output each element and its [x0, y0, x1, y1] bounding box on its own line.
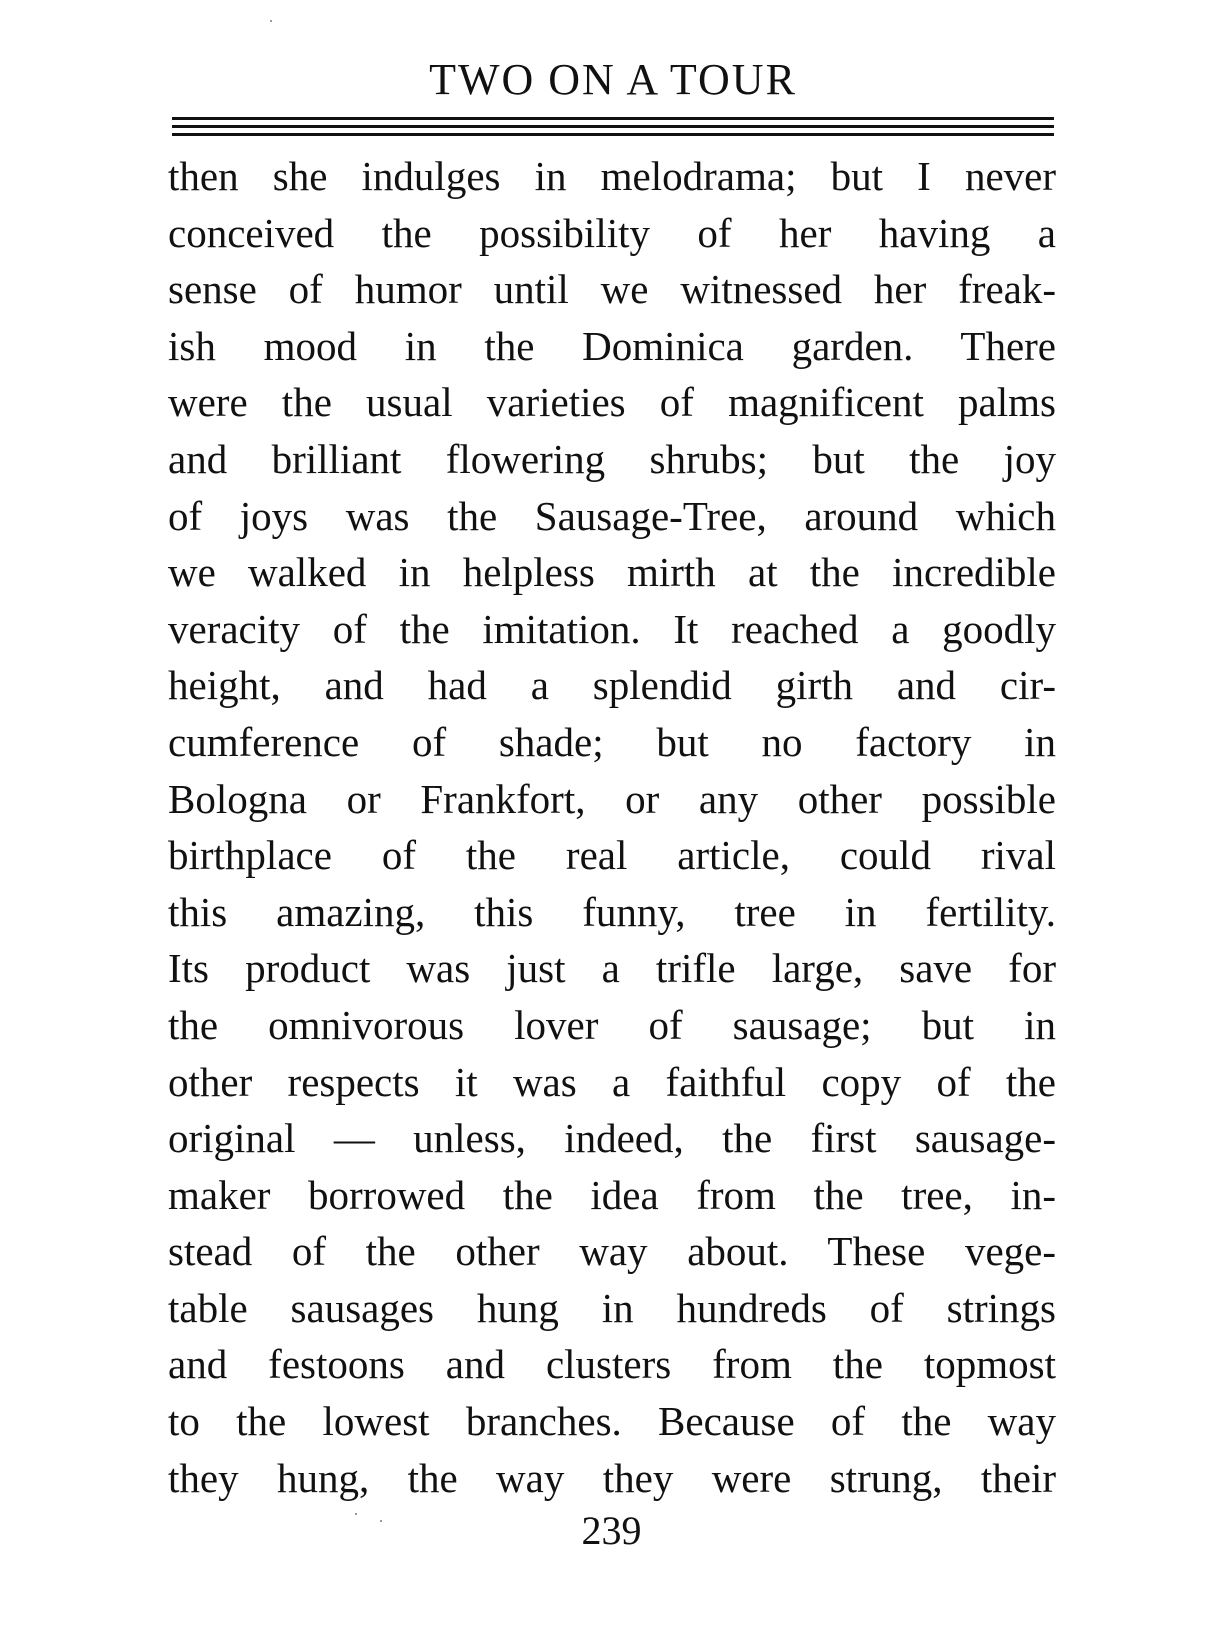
text-line: height, and had a splendid girth and cir- [168, 662, 1056, 709]
text-line: other respects it was a faithful copy of the [168, 1058, 1056, 1105]
running-head: TWO ON A TOUR [429, 55, 797, 104]
text-line: ish mood in the Dominica garden. There [168, 322, 1056, 369]
text-line: veracity of the imitation. It reached a goodly [168, 605, 1056, 652]
text-line: they hung, the way they were strung, their [168, 1454, 1056, 1501]
body-text [168, 148, 1056, 1506]
text-line: stead of the other way about. These vege- [168, 1228, 1056, 1275]
text-line: and festoons and clusters from the topmost [168, 1341, 1056, 1388]
text-line: Its product was just a trifle large, save for [168, 945, 1056, 992]
text-line: the omnivorous lover of sausage; but in [168, 1001, 1056, 1048]
text-line: conceived the possibility of her having a [168, 209, 1056, 256]
print-speck [270, 20, 272, 22]
text-line: we walked in helpless mirth at the incredible [168, 549, 1056, 596]
text-line: to the lowest branches. Because of the way [168, 1398, 1056, 1445]
text-line: original — unless, indeed, the first sausage- [168, 1115, 1056, 1162]
header-rule [172, 133, 1054, 136]
text-line: Bologna or Frankfort, or any other possible [168, 775, 1056, 822]
text-line: maker borrowed the idea from the tree, in- [168, 1171, 1056, 1218]
header-rule [172, 117, 1054, 120]
text-line: of joys was the Sausage-Tree, around which [168, 492, 1056, 539]
text-line: and brilliant flowering shrubs; but the joy [168, 435, 1056, 482]
text-line: this amazing, this funny, tree in fertility. [168, 888, 1056, 935]
text-line: cumference of shade; but no factory in [168, 718, 1056, 765]
header-rule [172, 125, 1054, 128]
print-speck [355, 1513, 357, 1515]
print-speck [380, 1520, 382, 1522]
text-line: birthplace of the real article, could rival [168, 832, 1056, 879]
text-line: sense of humor until we witnessed her freak- [168, 266, 1056, 313]
text-line: then she indulges in melodrama; but I never [168, 153, 1056, 199]
text-line: table sausages hung in hundreds of strings [168, 1284, 1056, 1331]
text-line: were the usual varieties of magnificent palms [168, 379, 1056, 426]
page-number: 239 [581, 1508, 642, 1553]
